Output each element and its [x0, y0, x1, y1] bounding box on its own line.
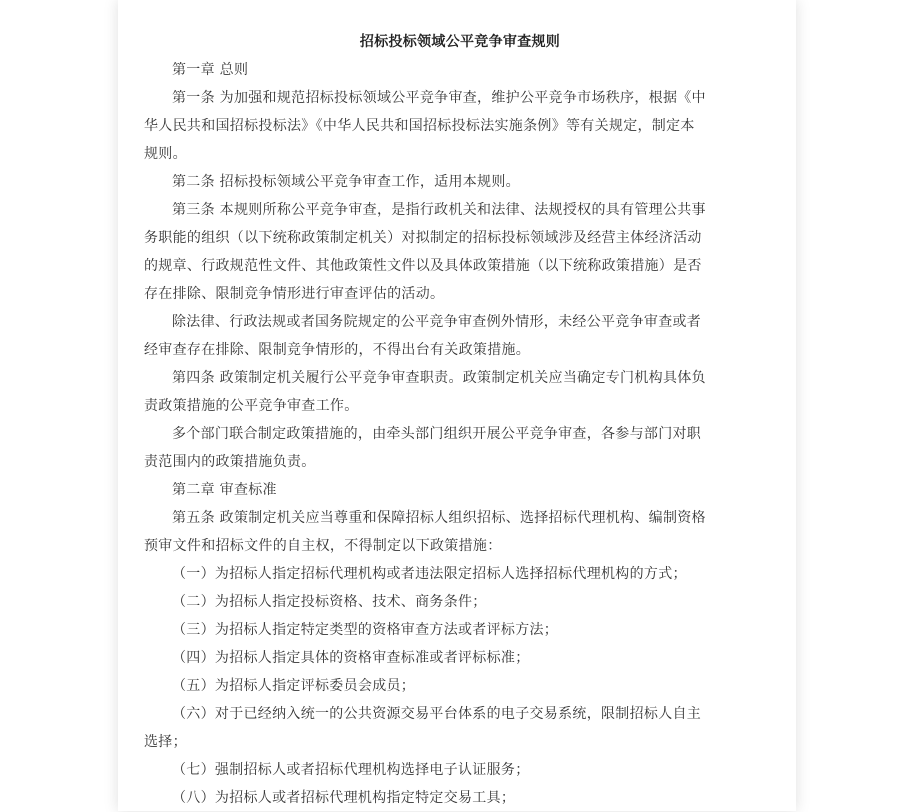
document-title: 招标投标领域公平竞争审查规则: [359, 34, 561, 50]
article-2: 第二条 招标投标领域公平竞争审查工作，适用本规则。: [172, 174, 520, 190]
list-item: （六）对于已经纳入统一的公共资源交易平台体系的电子交易系统，限制招标人自主 选择；: [144, 706, 702, 750]
list-item: （五）为招标人指定评标委员会成员；: [172, 678, 416, 694]
article-3: 第三条 本规则所称公平竞争审查，是指行政机关和法律、法规授权的具有管理公共事 务职能的组织（以下统称政策制定机关）对拟制定的招标投标领域涉及经营主体经济活动 的规章、行政规范性文件、其他政策性文件以及具体政策措施（以下统称政策措施）是否 存在排除、限制竞争情形进行审查评估的活动。: [144, 202, 706, 302]
chapter-heading-2: 第二章 审查标准: [172, 482, 277, 498]
list-item: （二）为招标人指定投标资格、技术、商务条件；: [172, 594, 487, 610]
chapter-heading-1: 第一章 总则: [172, 62, 249, 78]
list-item: （八）为招标人或者招标代理机构指定特定交易工具；: [172, 790, 516, 806]
article-5: 第五条 政策制定机关应当尊重和保障招标人组织招标、选择招标代理机构、编制资格 预审文件和招标文件的自主权，不得制定以下政策措施：: [144, 510, 706, 554]
article-3-paragraph-2: 除法律、行政法规或者国务院规定的公平竞争审查例外情形，未经公平竞争审查或者 经审查存在排除、限制竞争情形的，不得出台有关政策措施。: [144, 314, 702, 358]
list-item: （七）强制招标人或者招标代理机构选择电子认证服务；: [172, 762, 530, 778]
list-item: （三）为招标人指定特定类型的资格审查方法或者评标方法；: [172, 622, 559, 638]
list-item: （一）为招标人指定招标代理机构或者违法限定招标人选择招标代理机构的方式；: [172, 566, 687, 582]
article-4: 第四条 政策制定机关履行公平竞争审查职责。政策制定机关应当确定专门机构具体负 责政策措施的公平竞争审查工作。: [144, 370, 706, 414]
article-1: 第一条 为加强和规范招标投标领域公平竞争审查，维护公平竞争市场秩序，根据《中 华人民共和国招标投标法》《中华人民共和国招标投标法实施条例》等有关规定，制定本 规则。: [144, 90, 706, 162]
list-item: （四）为招标人指定具体的资格审查标准或者评标标准；: [172, 650, 530, 666]
document-body: [144, 28, 776, 812]
article-4-paragraph-2: 多个部门联合制定政策措施的，由牵头部门组织开展公平竞争审查，各参与部门对职 责范围内的政策措施负责。: [144, 426, 702, 470]
